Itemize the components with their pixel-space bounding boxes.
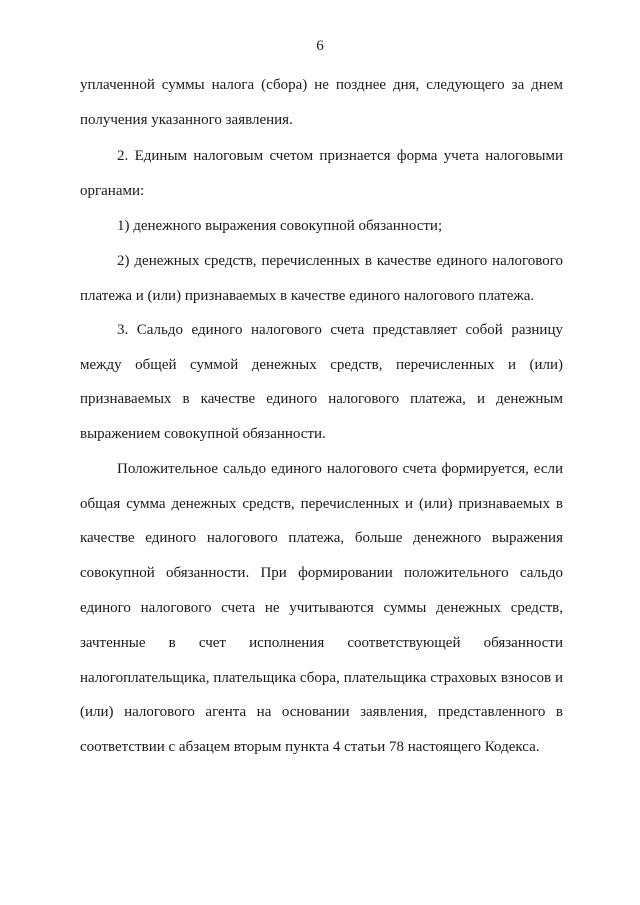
text-line: платежа и (или) признаваемых в качестве единого налогового платежа. <box>80 288 535 304</box>
text-line: единого налогового счета не учитываются суммы денежных средств, <box>80 600 563 616</box>
text-line: выражением совокупной обязанности. <box>80 426 326 442</box>
text-line: органами: <box>80 183 145 199</box>
text-line: получения указанного заявления. <box>80 112 293 128</box>
text-line: 2. Единым налоговым счетом признается форма учета налоговыми <box>117 148 563 164</box>
text-line: 1) денежного выражения совокупной обязанности; <box>117 218 443 234</box>
text-line: качестве единого налогового платежа, больше денежного выражения <box>80 530 563 546</box>
text-line: (или) налогового агента на основании заявления, представленного в <box>80 704 563 720</box>
text-line: между общей суммой денежных средств, перечисленных и (или) <box>80 357 563 373</box>
text-line: 3. Сальдо единого налогового счета представляет собой разницу <box>117 322 563 338</box>
page-number: 6 <box>316 38 324 54</box>
text-line: соответствии с абзацем вторым пункта 4 статьи 78 настоящего Кодекса. <box>80 739 540 755</box>
text-line: налогоплательщика, плательщика сбора, плательщика страховых взносов и <box>80 670 563 686</box>
text-line: совокупной обязанности. При формировании положительного сальдо <box>80 565 563 581</box>
text-line: зачтенные в счет исполнения соответствующей обязанности <box>80 635 563 651</box>
text-line: 2) денежных средств, перечисленных в качестве единого налогового <box>117 253 563 269</box>
text-line: общая сумма денежных средств, перечисленных и (или) признаваемых в <box>80 496 563 512</box>
text-line: Положительное сальдо единого налогового счета формируется, если <box>117 461 563 477</box>
text-line: признаваемых в качестве единого налогового платежа, и денежным <box>80 391 563 407</box>
text-line: уплаченной суммы налога (сбора) не позднее дня, следующего за днем <box>80 77 563 93</box>
